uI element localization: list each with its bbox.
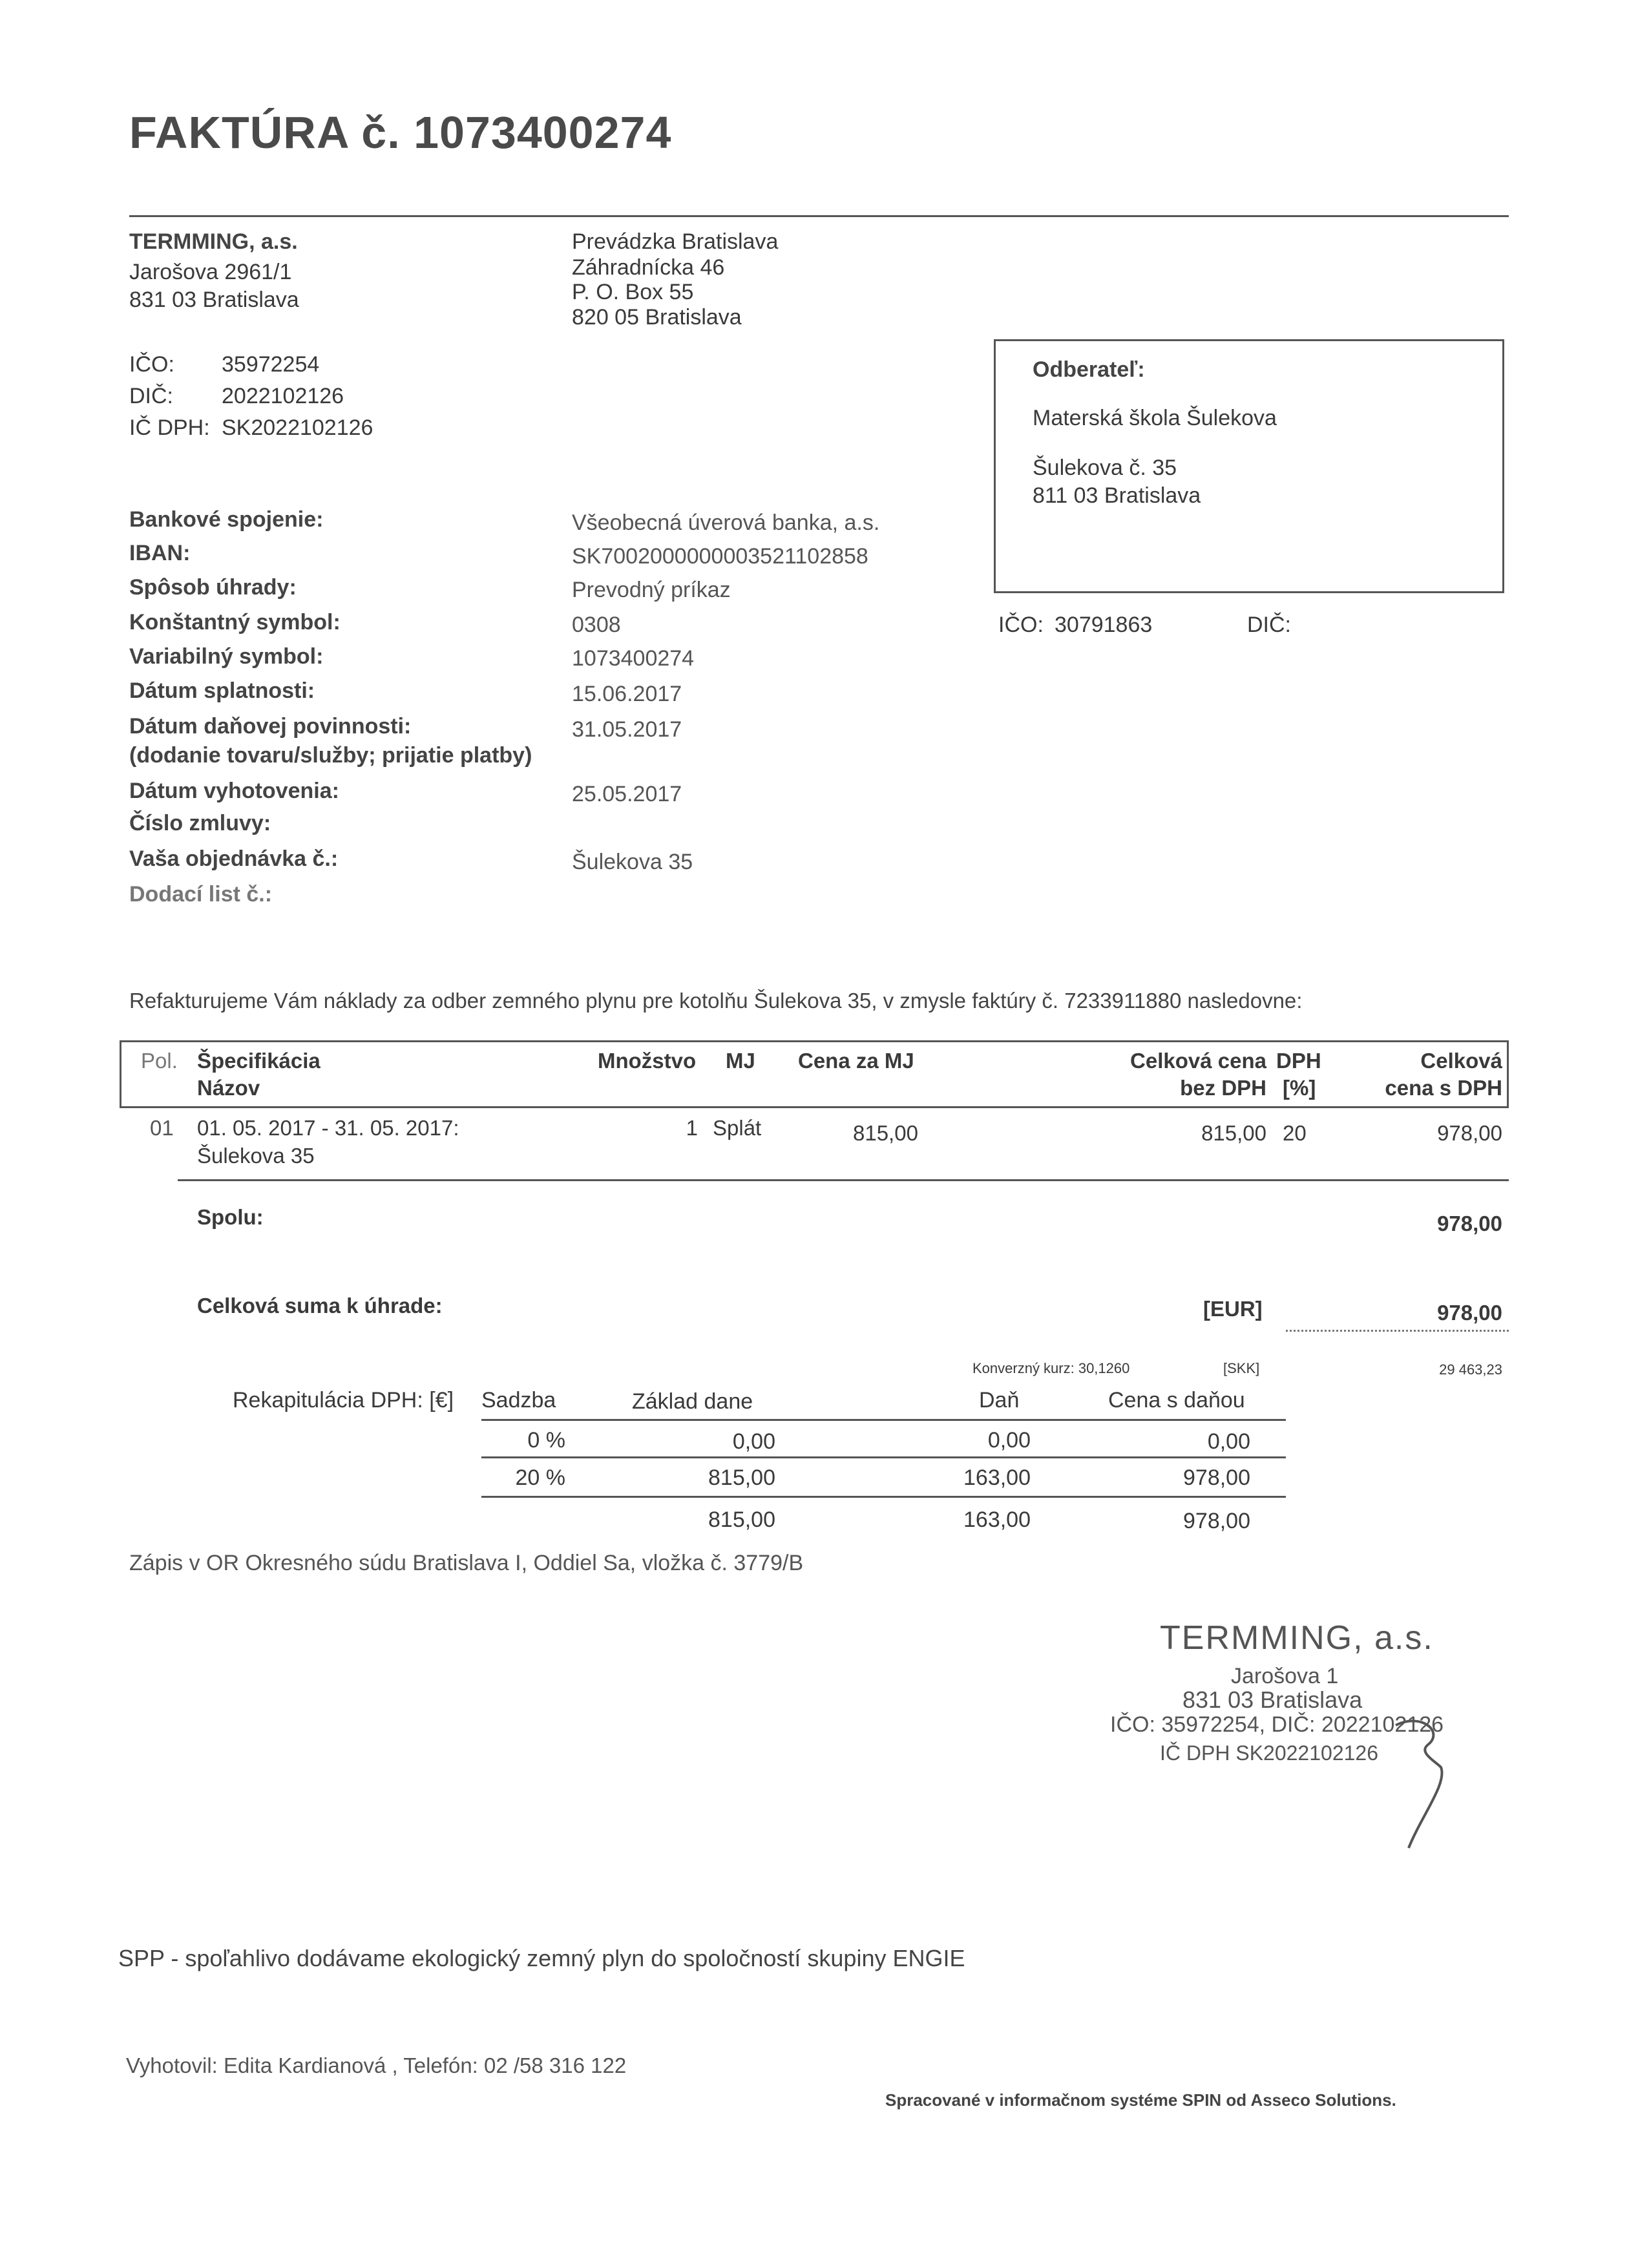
stamp-ids: IČO: 35972254, DIČ: 2022102126: [1110, 1712, 1444, 1737]
sum-value: 978,00: [1437, 1301, 1502, 1325]
invoice-title: FAKTÚRA č. 1073400274: [129, 107, 672, 158]
detail-value: 25.05.2017: [572, 782, 682, 806]
registry-note: Zápis v OR Okresného súdu Bratislava I, Oddiel Sa, vložka č. 3779/B: [129, 1551, 804, 1575]
row-cena-za-mj: 815,00: [853, 1121, 918, 1145]
spolu-label: Spolu:: [197, 1205, 264, 1229]
detail-label: Bankové spojenie:: [129, 507, 324, 532]
title-divider: [129, 215, 1509, 217]
table-top-line: [120, 1040, 1509, 1042]
row-mj: Splát: [713, 1116, 762, 1140]
stamp-city: 831 03 Bratislava: [1182, 1686, 1363, 1713]
detail-value: Všeobecná úverová banka, a.s.: [572, 510, 880, 535]
conversion-currency: [SKK]: [1223, 1360, 1260, 1376]
vat-total-line: [481, 1496, 1286, 1498]
signature-icon: [1383, 1706, 1460, 1854]
sum-currency: [EUR]: [1203, 1297, 1263, 1321]
intro-text: Refakturujeme Vám náklady za odber zemného plynu pre kotolňu Šulekova 35, v zmysle faktúry č. 7233911880 nasledovne:: [129, 989, 1303, 1013]
vat-total-dan: 163,00: [963, 1507, 1031, 1532]
customer-ico-label: IČO:: [998, 613, 1044, 637]
supplier-street: Jarošova 2961/1: [129, 260, 292, 284]
vat-header-sadzba: Sadzba: [481, 1388, 556, 1412]
vat-header-dan: Daň: [979, 1388, 1020, 1412]
conversion-label: Konverzný kurz: 30,1260: [972, 1360, 1130, 1376]
row-pol: 01: [150, 1116, 174, 1140]
detail-label: Dodací list č.:: [129, 882, 273, 907]
header-mj: MJ: [726, 1049, 755, 1073]
vat-total-cena: 978,00: [1183, 1509, 1250, 1533]
row-spec: 01. 05. 2017 - 31. 05. 2017:: [197, 1116, 459, 1140]
vat-row-line: [481, 1456, 1286, 1458]
table-right-border: [1507, 1040, 1509, 1108]
branch-name: Prevádzka Bratislava: [572, 229, 779, 254]
sum-underline: [1286, 1330, 1509, 1332]
supplier-city: 831 03 Bratislava: [129, 288, 299, 312]
detail-value: 15.06.2017: [572, 682, 682, 706]
vat-row-dan: 0,00: [987, 1428, 1031, 1453]
conversion-value: 29 463,23: [1439, 1361, 1502, 1378]
branch-city: 820 05 Bratislava: [572, 305, 742, 330]
row-dph: 20: [1283, 1121, 1307, 1145]
detail-label: Spôsob úhrady:: [129, 575, 297, 600]
customer-street: Šulekova č. 35: [1033, 456, 1177, 480]
branch-pobox: P. O. Box 55: [572, 280, 694, 304]
supplier-ico: 35972254: [222, 352, 320, 377]
footer-prepared-by: Vyhotovil: Edita Kardianová , Telefón: 02 /58 316 122: [126, 2053, 627, 2077]
detail-label: Dátum daňovej povinnosti:: [129, 714, 412, 739]
header-dph-pct: [%]: [1283, 1076, 1316, 1100]
supplier-dic: 2022102126: [222, 384, 344, 408]
supplier-icdph: SK2022102126: [222, 415, 373, 440]
detail-value: 0308: [572, 613, 621, 637]
vat-row-cena: 978,00: [1183, 1465, 1250, 1490]
header-cena-za-mj: Cena za MJ: [798, 1049, 914, 1073]
vat-row-sadzba: 20 %: [515, 1465, 565, 1490]
row-celkova-bez-dph: 815,00: [1201, 1121, 1266, 1145]
branch-street: Záhradnícka 46: [572, 255, 725, 280]
vat-total-zaklad: 815,00: [708, 1507, 775, 1532]
header-spec: Špecifikácia: [197, 1049, 320, 1073]
detail-label: Dátum splatnosti:: [129, 678, 315, 703]
stamp-name: TERMMING, a.s.: [1160, 1619, 1434, 1657]
vat-header-cena: Cena s daňou: [1108, 1388, 1245, 1412]
header-celkova-s-dph: Celková: [1420, 1049, 1502, 1073]
header-nazov: Názov: [197, 1076, 260, 1100]
detail-label: (dodanie tovaru/služby; prijatie platby): [129, 743, 532, 768]
detail-value: 31.05.2017: [572, 717, 682, 742]
header-pol: Pol.: [141, 1049, 178, 1073]
customer-city: 811 03 Bratislava: [1033, 483, 1201, 508]
supplier-dic-label: DIČ:: [129, 384, 173, 408]
footer-system: Spracované v informačnom systéme SPIN od Asseco Solutions.: [885, 2090, 1396, 2110]
table-left-border: [120, 1040, 121, 1108]
header-celkova-bez-dph-2: bez DPH: [1180, 1076, 1266, 1100]
detail-label: Číslo zmluvy:: [129, 811, 271, 835]
vat-row-cena: 0,00: [1207, 1429, 1250, 1454]
vat-recap-label: Rekapitulácia DPH: [€]: [233, 1388, 454, 1412]
supplier-icdph-label: IČ DPH:: [129, 415, 210, 440]
row-mnozstvo: 1: [686, 1116, 698, 1140]
detail-label: IBAN:: [129, 541, 191, 565]
vat-row-zaklad: 815,00: [708, 1465, 775, 1490]
detail-label: Dátum vyhotovenia:: [129, 779, 339, 803]
row-nazov: Šulekova 35: [197, 1144, 315, 1168]
header-mnozstvo: Množstvo: [598, 1049, 697, 1073]
sum-label: Celková suma k úhrade:: [197, 1294, 443, 1318]
stamp-street: Jarošova 1: [1231, 1664, 1339, 1688]
stamp-icdph: IČ DPH SK2022102126: [1160, 1741, 1378, 1765]
vat-row-dan: 163,00: [963, 1465, 1031, 1490]
detail-label: Vaša objednávka č.:: [129, 846, 339, 871]
detail-value: Šulekova 35: [572, 850, 693, 874]
header-dph: DPH: [1276, 1049, 1321, 1073]
header-celkova-s-dph-2: cena s DPH: [1385, 1076, 1502, 1100]
table-header-line: [120, 1106, 1509, 1108]
vat-row-zaklad: 0,00: [732, 1429, 775, 1454]
customer-name: Materská škola Šulekova: [1033, 406, 1277, 430]
row-celkova-s-dph: 978,00: [1437, 1121, 1502, 1145]
customer-label: Odberateľ:: [1033, 357, 1145, 382]
footer-slogan: SPP - spoľahlivo dodávame ekologický zemný plyn do spoločností skupiny ENGIE: [118, 1945, 965, 1971]
detail-value: 1073400274: [572, 646, 695, 671]
supplier-ico-label: IČO:: [129, 352, 174, 377]
spolu-value: 978,00: [1437, 1212, 1502, 1235]
header-celkova-bez-dph: Celková cena: [1130, 1049, 1266, 1073]
customer-dic-label: DIČ:: [1247, 613, 1291, 637]
supplier-name: TERMMING, a.s.: [129, 229, 298, 254]
detail-value: Prevodný príkaz: [572, 578, 731, 602]
table-bottom-line: [178, 1179, 1509, 1181]
customer-ico: 30791863: [1055, 613, 1153, 637]
vat-header-zaklad: Základ dane: [632, 1389, 753, 1414]
vat-header-line: [481, 1419, 1286, 1421]
detail-value: SK7002000000003521102858: [572, 544, 868, 569]
detail-label: Konštantný symbol:: [129, 610, 341, 635]
vat-row-sadzba: 0 %: [527, 1428, 565, 1453]
detail-label: Variabilný symbol:: [129, 644, 324, 669]
